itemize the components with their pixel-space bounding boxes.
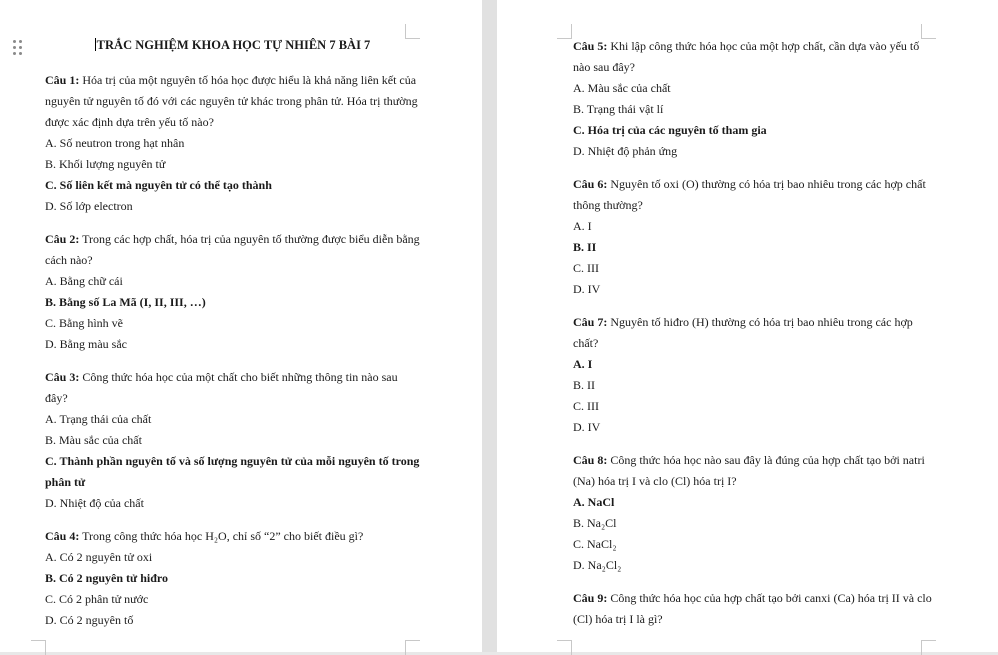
question-label: Câu 1: [45, 73, 80, 87]
answer-option[interactable]: B. Màu sắc của chất [45, 433, 142, 447]
question-label: Câu 6: [573, 177, 608, 191]
page-margin-corner [921, 640, 936, 655]
answer-option-correct[interactable]: C. Hóa trị của các nguyên tố tham gia [573, 123, 767, 137]
answer-option[interactable]: B. II [573, 378, 595, 392]
answer-option-correct[interactable]: C. Số liên kết mà nguyên tử có thể tạo thành [45, 178, 272, 192]
answer-option[interactable]: A. Số neutron trong hạt nhân [45, 136, 185, 150]
question-body: Công thức hóa học nào sau đây là đúng của hợp chất tạo bởi natri (Na) hóa trị I và clo (Cl) hóa trị I? [573, 453, 925, 488]
question-body: Khi lập công thức hóa học của một hợp chất, cần dựa vào yếu tố nào sau đây? [573, 39, 920, 74]
answer-option[interactable]: C. III [573, 399, 599, 413]
question-body: Nguyên tố oxi (O) thường có hóa trị bao nhiêu trong các hợp chất thông thường? [573, 177, 926, 212]
answer-option[interactable]: A. Có 2 nguyên tử oxi [45, 550, 153, 564]
answer-option[interactable]: A. Màu sắc của chất [573, 81, 671, 95]
answer-option[interactable]: B. Trạng thái vật lí [573, 102, 664, 116]
question-list-left [45, 70, 420, 631]
page-margin-corner [31, 640, 46, 655]
question-label: Câu 7: [573, 315, 608, 329]
answer-option[interactable]: A. Bằng chữ cái [45, 274, 123, 288]
question-text[interactable] [45, 526, 420, 547]
question-text[interactable] [45, 70, 420, 133]
question-body: Trong công thức hóa học H₂O, chỉ số “2” cho biết điều gì? [82, 529, 364, 543]
answer-option[interactable]: B. Na₂Cl [573, 516, 617, 530]
question-text[interactable] [573, 174, 933, 216]
answer-option[interactable]: D. Na₂Cl₂ [573, 558, 622, 572]
document-title[interactable] [45, 36, 420, 54]
question-text[interactable] [573, 588, 933, 630]
answer-option[interactable]: D. Bằng màu sắc [45, 337, 127, 351]
answer-option-correct[interactable]: A. I [573, 357, 593, 371]
answer-option[interactable]: C. III [573, 261, 599, 275]
question-block [45, 526, 420, 631]
question-label: Câu 9: [573, 591, 608, 605]
answer-option-correct[interactable]: C. Thành phần nguyên tố và số lượng nguyên tử của mỗi nguyên tố trong phân tử [45, 454, 420, 489]
question-list-right [573, 36, 933, 630]
page-gap [482, 0, 497, 652]
question-block [573, 588, 933, 630]
right-column [573, 36, 933, 642]
answer-option[interactable]: D. Có 2 nguyên tố [45, 613, 134, 627]
question-text[interactable] [573, 36, 933, 78]
left-column [45, 36, 420, 643]
question-body: Công thức hóa học của hợp chất tạo bởi canxi (Ca) hóa trị II và clo (Cl) hóa trị I là gì? [573, 591, 932, 626]
text-cursor [95, 38, 96, 51]
answer-option[interactable]: D. IV [573, 420, 601, 434]
answer-option[interactable]: A. I [573, 219, 592, 233]
question-label: Câu 8: [573, 453, 608, 467]
question-label: Câu 5: [573, 39, 608, 53]
question-body: Trong các hợp chất, hóa trị của nguyên tố thường được biểu diễn bằng cách nào? [45, 232, 420, 267]
question-text[interactable] [45, 229, 420, 271]
question-label: Câu 3: [45, 370, 80, 384]
question-text[interactable] [573, 312, 933, 354]
question-block [573, 174, 933, 300]
answer-option[interactable]: D. Số lớp electron [45, 199, 133, 213]
answer-option[interactable]: C. NaCl₂ [573, 537, 617, 551]
answer-option[interactable]: A. Trạng thái của chất [45, 412, 152, 426]
answer-option[interactable]: C. Bằng hình vẽ [45, 316, 123, 330]
document-title-text: TRẮC NGHIỆM KHOA HỌC TỰ NHIÊN 7 BÀI 7 [96, 38, 371, 52]
answer-option-correct[interactable]: B. Có 2 nguyên tử hiđro [45, 571, 169, 585]
question-block [45, 367, 420, 514]
page-margin-corner [557, 640, 572, 655]
answer-option[interactable]: D. IV [573, 282, 601, 296]
question-label: Câu 4: [45, 529, 80, 543]
answer-option-correct[interactable]: B. Bằng số La Mã (I, II, III, …) [45, 295, 206, 309]
document-page-right[interactable] [497, 0, 998, 652]
answer-option-correct[interactable]: A. NaCl [573, 495, 615, 509]
question-block [45, 229, 420, 355]
answer-option-correct[interactable]: B. II [573, 240, 597, 254]
question-text[interactable] [45, 367, 420, 409]
question-body: Hóa trị của một nguyên tố hóa học được hiểu là khả năng liên kết của nguyên tử nguyên tố đó với các nguyên tử khác trong phân tử. Hóa trị thường được xác định dựa trên yếu tố nào? [45, 73, 418, 129]
question-block [573, 312, 933, 438]
question-body: Công thức hóa học của một chất cho biết những thông tin nào sau đây? [45, 370, 398, 405]
page-margin-corner [557, 24, 572, 39]
answer-option[interactable]: C. Có 2 phân tử nước [45, 592, 149, 606]
question-block [573, 36, 933, 162]
answer-option[interactable]: D. Nhiệt độ phản ứng [573, 144, 678, 158]
question-text[interactable] [573, 450, 933, 492]
answer-option[interactable]: D. Nhiệt độ của chất [45, 496, 144, 510]
question-block [573, 450, 933, 576]
document-page-left[interactable] [0, 0, 482, 652]
question-body: Nguyên tố hiđro (H) thường có hóa trị bao nhiêu trong các hợp chất? [573, 315, 913, 350]
question-label: Câu 2: [45, 232, 80, 246]
answer-option[interactable]: B. Khối lượng nguyên tử [45, 157, 166, 171]
question-block [45, 70, 420, 217]
drag-handle-icon[interactable] [13, 40, 23, 56]
